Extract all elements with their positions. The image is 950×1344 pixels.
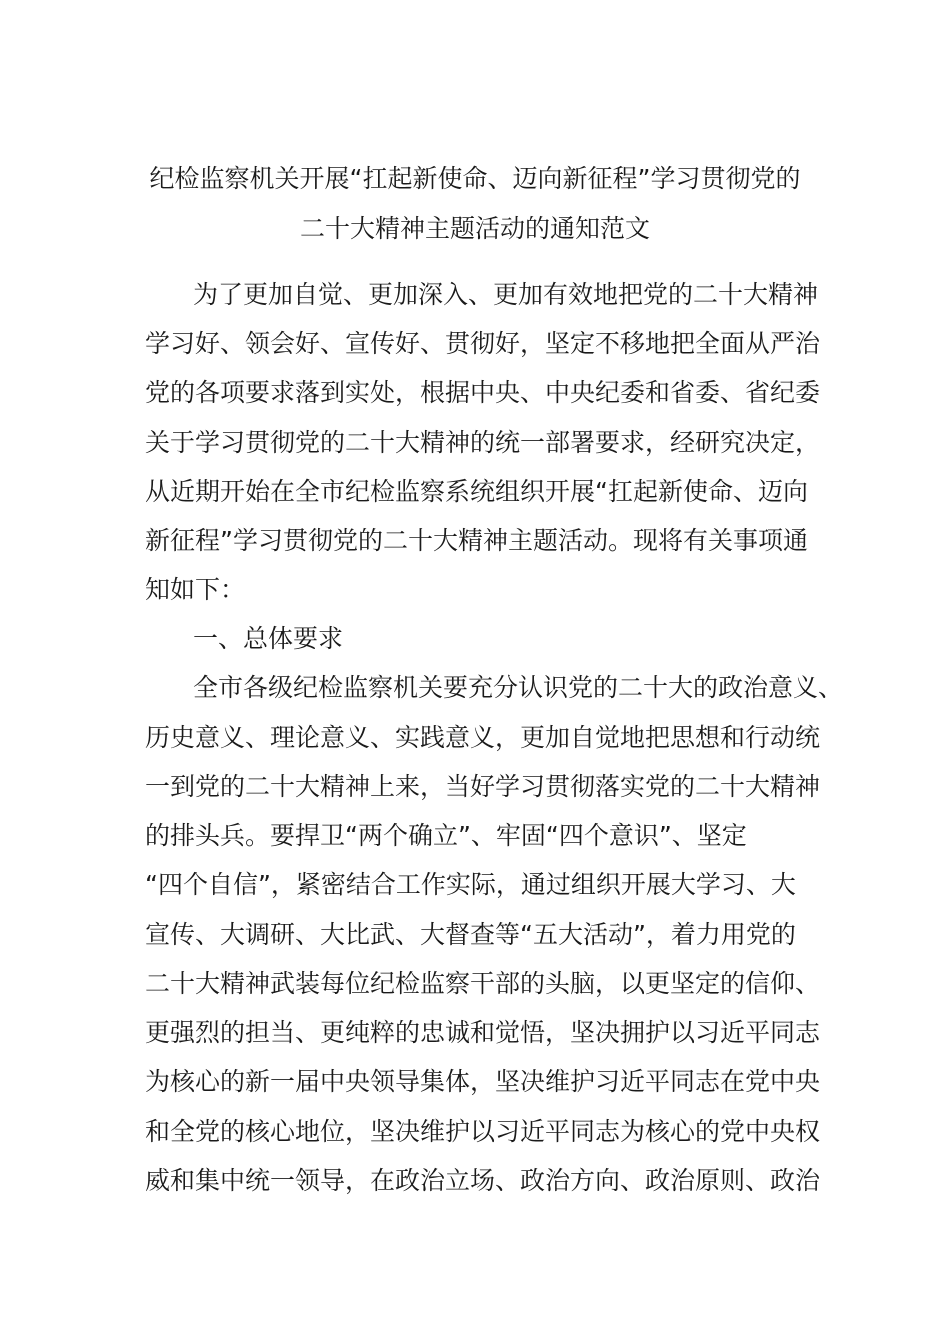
paragraph-1-line-7: 知如下： bbox=[145, 575, 246, 604]
paragraph-1-line-6: 新征程”学习贯彻党的二十大精神主题活动。现将有关事项通 bbox=[145, 526, 808, 555]
paragraph-2-line-11: 威和集中统一领导，在政治立场、政治方向、政治原则、政治 bbox=[145, 1166, 821, 1195]
paragraph-2-line-2: 历史意义、理论意义、实践意义，更加自觉地把思想和行动统 bbox=[145, 723, 821, 752]
paragraph-1-line-2: 学习好、领会好、宣传好、贯彻好，坚定不移地把全面从严治 bbox=[145, 329, 821, 358]
paragraph-1-line-5: 从近期开始在全市纪检监察系统组织开展“扛起新使命、迈向 bbox=[145, 477, 808, 506]
paragraph-2-line-6: 宣传、大调研、大比武、大督查等“五大活动”，着力用党的 bbox=[145, 920, 796, 949]
paragraph-2-line-10: 和全党的核心地位，坚决维护以习近平同志为核心的党中央权 bbox=[145, 1117, 821, 1146]
paragraph-2-line-5: “四个自信”，紧密结合工作实际，通过组织开展大学习、大 bbox=[145, 870, 796, 899]
document-title-line-1: 纪检监察机关开展“扛起新使命、迈向新征程”学习贯彻党的 bbox=[149, 164, 801, 193]
paragraph-2-line-9: 为核心的新一届中央领导集体，坚决维护习近平同志在党中央 bbox=[145, 1067, 821, 1096]
paragraph-1-line-4: 关于学习贯彻党的二十大精神的统一部署要求，经研究决定， bbox=[145, 428, 821, 457]
paragraph-2-line-3: 一到党的二十大精神上来，当好学习贯彻落实党的二十大精神 bbox=[145, 772, 821, 801]
paragraph-2-line-4: 的排头兵。要捍卫“两个确立”、牢固“四个意识”、坚定 bbox=[145, 821, 747, 850]
section-heading: 一、总体要求 bbox=[193, 624, 344, 653]
paragraph-1-line-1: 为了更加自觉、更加深入、更加有效地把党的二十大精神 bbox=[193, 280, 819, 309]
paragraph-2-line-8: 更强烈的担当、更纯粹的忠诚和觉悟，坚决拥护以习近平同志 bbox=[145, 1018, 821, 1047]
paragraph-1-line-3: 党的各项要求落到实处，根据中央、中央纪委和省委、省纪委 bbox=[145, 378, 821, 407]
document-title-line-2: 二十大精神主题活动的通知范文 bbox=[299, 214, 650, 243]
paragraph-2-line-7: 二十大精神武装每位纪检监察干部的头脑，以更坚定的信仰、 bbox=[145, 969, 821, 998]
paragraph-2-line-1: 全市各级纪检监察机关要充分认识党的二十大的政治意义、 bbox=[193, 673, 844, 702]
